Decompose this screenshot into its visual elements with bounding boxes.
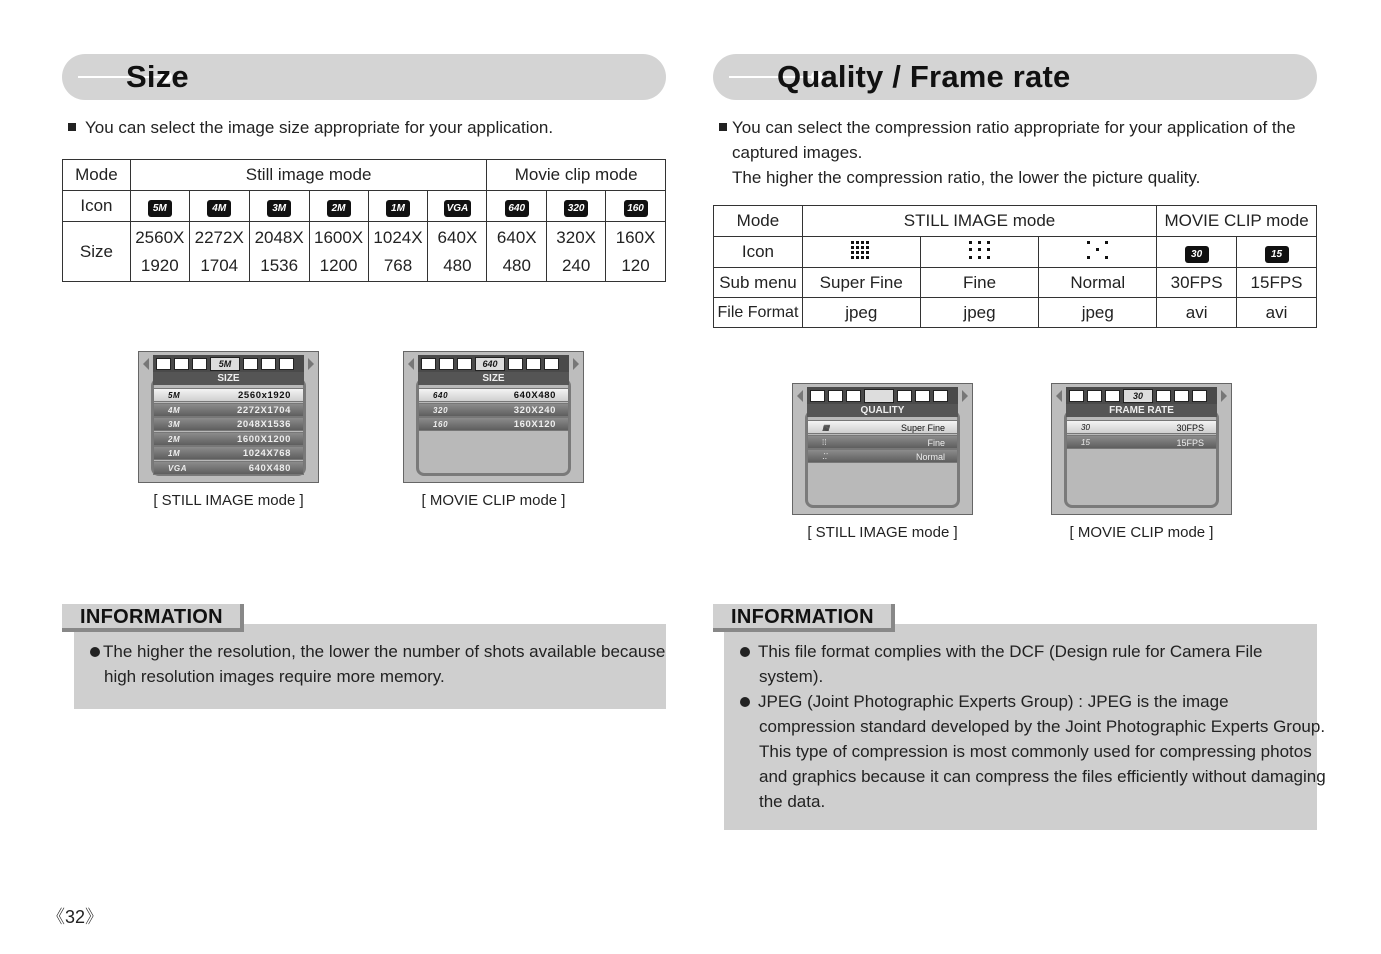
submenu-cell: Super Fine [802, 268, 920, 298]
quality-intro: You can select the compression ratio appropriate for your application of the captured images. The higher the compression ratio, the lower the picture quality. [719, 115, 1296, 190]
framerate-option[interactable]: 15 15FPS [1066, 435, 1217, 449]
size-option[interactable]: 640 640X480 [418, 388, 569, 402]
size-3m-icon: 3M [267, 200, 291, 217]
caption-movie-framerate: [ MOVIE CLIP mode ] [1069, 524, 1214, 541]
round-bullet-icon [90, 647, 100, 657]
submenu-cell: Fine [920, 268, 1039, 298]
still-mode-header: Still image mode [130, 160, 487, 191]
size-table [62, 159, 666, 282]
frame-icon [915, 390, 930, 402]
format-cell: avi [1237, 298, 1317, 328]
size-cell: 320X 240 [547, 222, 606, 282]
movie-mode-header: Movie clip mode [487, 160, 666, 191]
info-title-right: INFORMATION [713, 604, 895, 632]
size-option[interactable]: 2M 1600X1200 [153, 432, 304, 446]
menu-icon-bar [1066, 387, 1217, 405]
quality-title-bar [713, 54, 1317, 100]
format-cell: avi [1157, 298, 1237, 328]
format-cell: jpeg [802, 298, 920, 328]
edit-icon [439, 358, 454, 370]
left-arrow-icon [143, 358, 149, 370]
size-cell: 160X 120 [606, 222, 666, 282]
framerate-option[interactable]: 30 30FPS [1066, 420, 1217, 434]
size-icon [846, 390, 861, 402]
frame-icon [1174, 390, 1189, 402]
edit-icon [1069, 390, 1084, 402]
size-cell: 2272X 1704 [189, 222, 249, 282]
submenu-cell: 30FPS [1157, 268, 1237, 298]
page-title-quality: Quality / Frame rate [777, 59, 1071, 94]
metering-icon [261, 358, 276, 370]
sharpness-icon [933, 390, 948, 402]
size-640-icon: 640 [505, 200, 529, 217]
left-arrow-icon [797, 390, 803, 402]
size-option[interactable]: 1M 1024X768 [153, 446, 304, 460]
quality-still-screen [792, 383, 973, 515]
quality-table [713, 205, 1317, 328]
left-arrow-icon [1056, 390, 1062, 402]
mode-header: Mode [63, 160, 131, 191]
quality-option[interactable]: ⁚⁚ Normal [807, 449, 958, 463]
size-option[interactable]: 320 320X240 [418, 403, 569, 417]
portrait-icon [828, 390, 843, 402]
file-format-header: File Format [714, 298, 803, 328]
metering-icon [897, 390, 912, 402]
size-option[interactable]: VGA 640X480 [153, 461, 304, 475]
menu-icon-bar [807, 387, 958, 405]
size-vga-icon: VGA [444, 200, 472, 217]
size-cell: 2560X 1920 [130, 222, 189, 282]
normal-icon [1086, 240, 1110, 260]
screen-menu-header: QUALITY [807, 404, 958, 417]
submenu-header: Sub menu [714, 268, 803, 298]
page-title-size: Size [126, 59, 189, 94]
framerate-icon [508, 358, 523, 370]
size-option-list [418, 388, 569, 432]
size-still-screen [138, 351, 319, 483]
metering-icon [1156, 390, 1171, 402]
portrait-icon [457, 358, 472, 370]
edit-icon [174, 358, 189, 370]
frame-icon [544, 358, 559, 370]
right-arrow-icon [573, 358, 579, 370]
info-title-left: INFORMATION [62, 604, 244, 632]
info-text-right: This file format complies with the DCF (Design rule for Camera File system). JPEG (Joint Photographic Experts Group) : JPEG is the image compression standard developed by the Joint Photographic Experts Group. This type of compression is most commonly used for compressing photos and graphics because it can compress the files efficiently without damaging the data. [740, 639, 1326, 814]
quality-selected-icon [864, 389, 894, 403]
size-5m-icon: 5M [148, 200, 172, 217]
fps-15-icon: 15 [1265, 246, 1289, 263]
size-cell: 640X 480 [487, 222, 547, 282]
size-header: Size [63, 222, 131, 282]
size-cell: 1024X 768 [368, 222, 428, 282]
size-selected-icon: 640 [475, 357, 505, 371]
right-arrow-icon [1221, 390, 1227, 402]
caption-movie-size: [ MOVIE CLIP mode ] [421, 492, 566, 509]
round-bullet-icon [740, 647, 750, 657]
size-option[interactable]: 4M 2272X1704 [153, 403, 304, 417]
quality-option-list [807, 420, 958, 464]
submenu-cell: 15FPS [1237, 268, 1317, 298]
size-1m-icon: 1M [386, 200, 410, 217]
size-selected-icon: 5M [210, 357, 240, 371]
super-fine-icon [850, 240, 872, 260]
framerate-option-list [1066, 420, 1217, 449]
size-option[interactable]: 5M 2560x1920 [153, 388, 304, 402]
edit-icon [1192, 390, 1207, 402]
icon-header: Icon [63, 191, 131, 222]
menu-icon-bar [153, 355, 304, 373]
mode-icon [156, 358, 171, 370]
caption-still-size: [ STILL IMAGE mode ] [153, 492, 304, 509]
frame-icon [279, 358, 294, 370]
size-2m-icon: 2M [327, 200, 351, 217]
left-arrow-icon [408, 358, 414, 370]
page-number: 《32》 [47, 907, 104, 927]
edit-icon [810, 390, 825, 402]
portrait-icon [1087, 390, 1102, 402]
size-cell: 640X 480 [428, 222, 487, 282]
mode-header: Mode [714, 206, 803, 237]
size-icon [1105, 390, 1120, 402]
size-title-bar [62, 54, 666, 100]
format-cell: jpeg [1039, 298, 1157, 328]
size-option-list [153, 388, 304, 475]
size-4m-icon: 4M [207, 200, 231, 217]
info-text-left: The higher the resolution, the lower the number of shots available because high resolution images require more memory. [90, 639, 665, 689]
framerate-movie-screen [1051, 383, 1232, 515]
size-movie-screen [403, 351, 584, 483]
metering-icon [526, 358, 541, 370]
size-option[interactable]: 160 160X120 [418, 417, 569, 431]
portrait-icon [192, 358, 207, 370]
size-intro: You can select the image size appropriate for your application. [68, 115, 553, 140]
submenu-cell: Normal [1039, 268, 1157, 298]
screen-menu-header: FRAME RATE [1066, 404, 1217, 417]
movie-mode-header: MOVIE CLIP mode [1157, 206, 1317, 237]
screen-menu-header: SIZE [153, 372, 304, 385]
still-mode-header: STILL IMAGE mode [802, 206, 1156, 237]
caption-still-quality: [ STILL IMAGE mode ] [807, 524, 958, 541]
size-320-icon: 320 [564, 200, 588, 217]
size-160-icon: 160 [624, 200, 648, 217]
mode-icon [421, 358, 436, 370]
icon-header: Icon [714, 237, 803, 268]
fine-icon [968, 240, 992, 260]
quality-icon [243, 358, 258, 370]
right-arrow-icon [962, 390, 968, 402]
size-cell: 1600X 1200 [309, 222, 368, 282]
menu-icon-bar [418, 355, 569, 373]
framerate-selected-icon: 30 [1123, 389, 1153, 403]
format-cell: jpeg [920, 298, 1039, 328]
size-option[interactable]: 3M 2048X1536 [153, 417, 304, 431]
fps-30-icon: 30 [1185, 246, 1209, 263]
screen-menu-header: SIZE [418, 372, 569, 385]
quality-option[interactable]: ⁞⁞ Fine [807, 435, 958, 449]
quality-option[interactable]: ▦ Super Fine [807, 420, 958, 434]
round-bullet-icon [740, 697, 750, 707]
square-bullet-icon [719, 123, 727, 131]
square-bullet-icon [68, 123, 76, 131]
right-arrow-icon [308, 358, 314, 370]
size-cell: 2048X 1536 [249, 222, 309, 282]
